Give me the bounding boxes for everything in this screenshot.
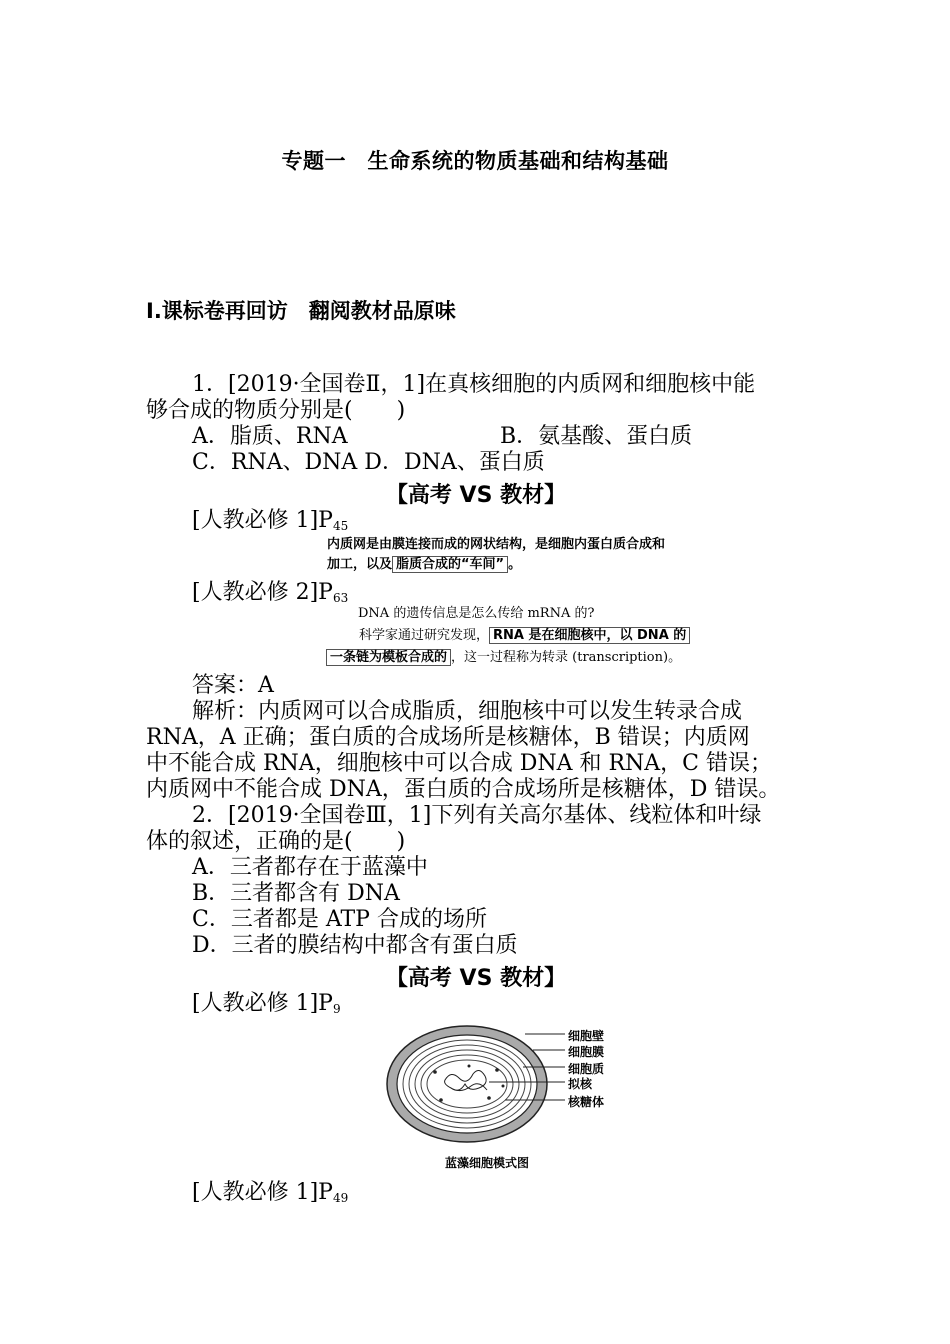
q1-stem-line1: 1．[2019·全国卷Ⅱ，1]在真核细胞的内质网和细胞核中能	[192, 372, 756, 397]
q2-ref2: [人教必修 $1]P_{49}$	[192, 1180, 349, 1205]
q1-ref1: [人教必修 $1]P_{45}$	[192, 508, 349, 533]
q1-stem-line2: 够合成的物质分别是( )	[146, 398, 406, 423]
q1-ref1-page: 45	[332, 519, 349, 533]
page-title: 专题一 生命系统的物质基础和结构基础	[281, 149, 669, 173]
q1-option-a: A．脂质、RNA	[192, 424, 348, 449]
q2-option-b: B．三者都含有 DNA	[192, 881, 400, 906]
label-cell-wall: 细胞壁	[568, 1029, 605, 1043]
highlight-box: RNA 是在细胞核中，以 DNA 的	[489, 627, 690, 644]
q1-excerpt1: 内质网是由膜连接而成的网状结构，是细胞内蛋白质合成和 加工，以及 脂质合成的“车间” 。	[327, 537, 666, 572]
diagram-caption: 蓝藻细胞模式图	[445, 1156, 530, 1170]
q1-excerpt2-heading: DNA 的遗传信息是怎么传给 mRNA 的?	[358, 606, 595, 621]
q2-ref2-page: 49	[332, 1191, 349, 1205]
label-cell-membrane: 细胞膜	[568, 1045, 605, 1059]
label-ribosome: 核糖体	[568, 1095, 605, 1109]
q1-analysis: 解析：内质网可以合成脂质，细胞核中可以发生转录合成 RNA，A 正确；蛋白质的合成场所是核糖体，B 错误；内质网 中不能合成 RNA，细胞核中可以合成 DNA 和 RNA，C 错误； 内质网中不能合成 DNA，蛋白质的合成场所是核糖体，D 错误。	[146, 699, 781, 802]
q2-option-a: A．三者都存在于蓝藻中	[192, 855, 428, 880]
label-nucleoid: 拟核	[568, 1077, 593, 1091]
q1-ref2-page: 63	[332, 591, 349, 605]
q1-option-cd: C．RNA、DNA D．DNA、蛋白质	[192, 450, 545, 475]
section-heading: Ⅰ.课标卷再回访 翻阅教材品原味	[146, 299, 456, 323]
q1-ref2: [人教必修 $2]P_{63}$	[192, 580, 349, 605]
q2-banner: 【高考 VS 教材】	[385, 966, 567, 991]
q1-option-b: B．氨基酸、蛋白质	[500, 424, 693, 449]
q2-stem: 2．[2019·全国卷Ⅲ，1]下列有关高尔基体、线粒体和叶绿 体的叙述，正确的是( )	[146, 803, 762, 854]
q2-ref1-page: 9	[332, 1002, 341, 1016]
q1-answer: 答案：A	[192, 673, 274, 698]
label-cytoplasm: 细胞质	[568, 1062, 605, 1076]
q1-stem	[146, 372, 806, 424]
highlight-box: 一条链为模板合成的	[326, 649, 451, 666]
q1-excerpt1-line1: 内质网是由膜连接而成的网状结构，是细胞内蛋白质合成和	[327, 537, 666, 552]
cyanobacteria-diagram	[385, 1022, 625, 1172]
q2-ref1: [人教必修 $1]P_9$	[192, 991, 341, 1016]
q1-banner: 【高考 VS 教材】	[385, 483, 567, 508]
q1-excerpt2: DNA 的遗传信息是怎么传给 mRNA 的? 科学家通过研究发现， RNA 是在细胞核中，以 DNA 的 一条链为模板合成的 ，这一过程称为转录 (transcription)。	[326, 603, 690, 669]
q2-option-d: D．三者的膜结构中都含有蛋白质	[192, 933, 518, 958]
q2-option-c: C．三者都是 ATP 合成的场所	[192, 907, 487, 932]
highlight-box: 脂质合成的“车间”	[392, 556, 508, 573]
